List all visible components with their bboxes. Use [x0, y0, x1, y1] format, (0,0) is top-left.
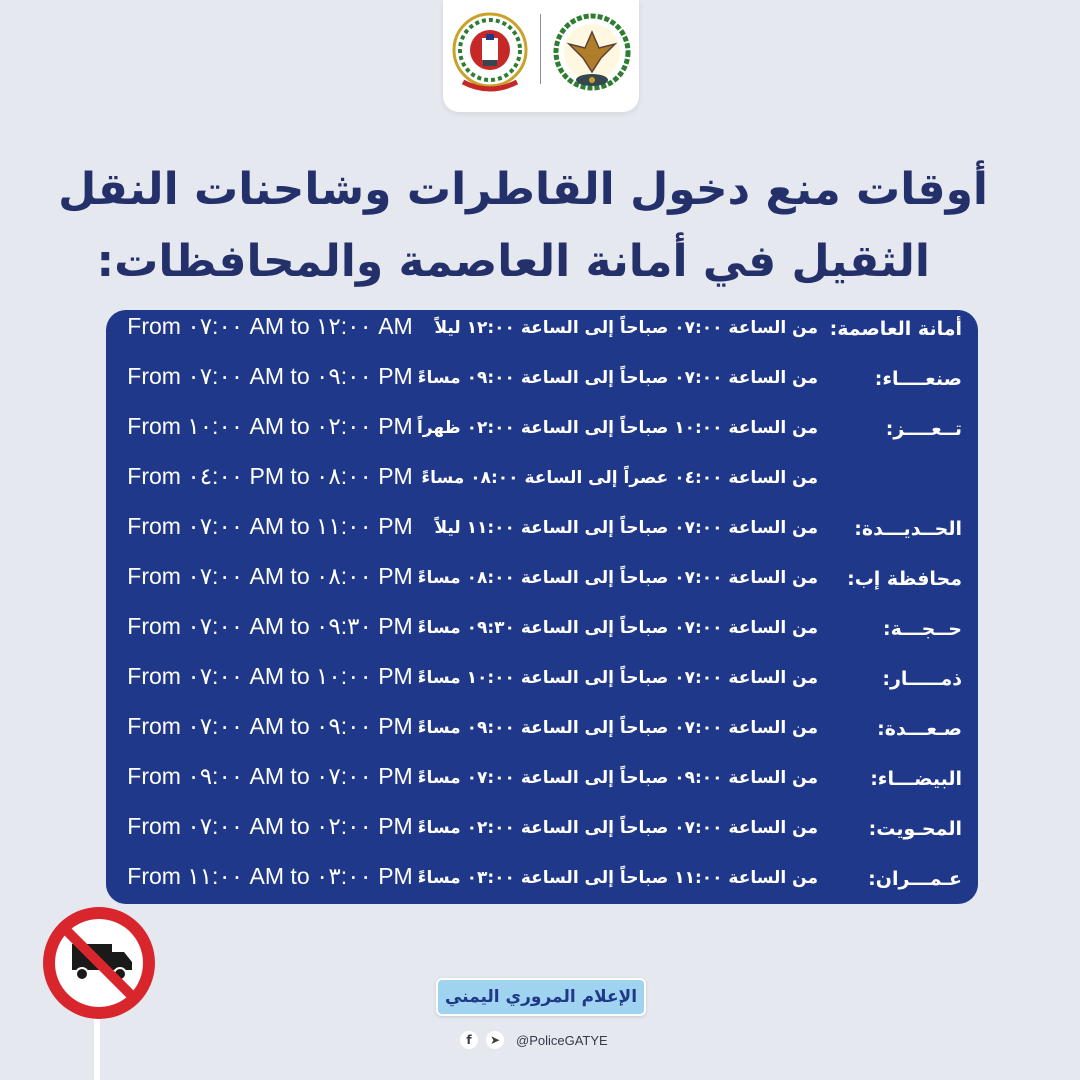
no-trucks-sign-icon	[38, 904, 160, 1080]
schedule-row	[106, 510, 978, 560]
schedule-row	[106, 560, 978, 610]
schedule-row	[106, 710, 978, 760]
english-time-range: From ٠٧:٠٠ AM to ١١:٠٠ PM	[127, 513, 413, 539]
english-time-range: From ٠٧:٠٠ AM to ٠٩:٠٠ PM	[127, 363, 413, 389]
governorate-name: الحــديـــدة:	[854, 518, 962, 540]
schedule-row	[106, 810, 978, 860]
governorate-name: محافظة إب:	[847, 568, 962, 590]
schedule-row	[106, 410, 978, 460]
arabic-time-range: من الساعة ٠٧:٠٠ صباحاً إلى الساعة ٠٩:٠٠ مساءً	[417, 718, 818, 738]
arabic-time-range: من الساعة ٠٧:٠٠ صباحاً إلى الساعة ١١:٠٠ ليلاً	[434, 518, 818, 538]
arabic-time-range: من الساعة ٠٧:٠٠ صباحاً إلى الساعة ٠٩:٣٠ مساءً	[417, 618, 818, 638]
social-row	[460, 1028, 608, 1052]
english-time-range: From ٠٧:٠٠ AM to ٠٩:٣٠ PM	[127, 613, 413, 639]
schedule-panel	[106, 310, 978, 904]
governorate-name: ذمـــــار:	[882, 668, 962, 690]
logo-divider	[540, 14, 541, 84]
english-time-range: From ٠٧:٠٠ AM to ٠٩:٠٠ PM	[127, 713, 413, 739]
traffic-police-emblem-icon	[449, 8, 531, 98]
facebook-icon[interactable]: f	[460, 1031, 478, 1049]
arabic-time-range: من الساعة ٠٧:٠٠ صباحاً إلى الساعة ٠٨:٠٠ مساءً	[417, 568, 818, 588]
schedule-row	[106, 760, 978, 810]
english-time-range: From ١٠:٠٠ AM to ٠٢:٠٠ PM	[127, 413, 413, 439]
schedule-row	[106, 360, 978, 410]
governorate-name: عـمـــران:	[868, 868, 962, 890]
schedule-row	[106, 460, 978, 510]
governorate-name: تــعــــز:	[885, 418, 962, 440]
governorate-name: صـعـــدة:	[877, 718, 962, 740]
governorate-name: المحـويت:	[868, 818, 962, 840]
arabic-time-range: من الساعة ٠٧:٠٠ صباحاً إلى الساعة ١٠:٠٠ مساءً	[417, 668, 818, 688]
arabic-time-range: من الساعة ٠٧:٠٠ صباحاً إلى الساعة ٠٩:٠٠ مساءً	[417, 368, 818, 388]
arabic-time-range: من الساعة ٠٤:٠٠ عصراً إلى الساعة ٠٨:٠٠ مساءً	[421, 468, 818, 488]
arabic-time-range: من الساعة ٠٧:٠٠ صباحاً إلى الساعة ٠٢:٠٠ مساءً	[417, 818, 818, 838]
english-time-range: From ١١:٠٠ AM to ٠٣:٠٠ PM	[127, 863, 413, 889]
english-time-range: From ٠٧:٠٠ AM to ٠٨:٠٠ PM	[127, 563, 413, 589]
page-title-line-2: الثقيل في أمانة العاصمة والمحافظات:	[96, 236, 930, 287]
arabic-time-range: من الساعة ١١:٠٠ صباحاً إلى الساعة ٠٣:٠٠ مساءً	[417, 868, 818, 888]
arabic-time-range: من الساعة ٠٩:٠٠ صباحاً إلى الساعة ٠٧:٠٠ مساءً	[417, 768, 818, 788]
governorate-name: أمانة العاصمة:	[829, 318, 962, 340]
english-time-range: From ٠٧:٠٠ AM to ٠٢:٠٠ PM	[127, 813, 413, 839]
logo-card	[443, 0, 639, 112]
page-title-line-1: أوقات منع دخول القاطرات وشاحنات النقل	[58, 164, 988, 215]
english-time-range: From ٠٤:٠٠ PM to ٠٨:٠٠ PM	[127, 463, 413, 489]
english-time-range: From ٠٩:٠٠ AM to ٠٧:٠٠ PM	[127, 763, 413, 789]
arabic-time-range: من الساعة ١٠:٠٠ صباحاً إلى الساعة ٠٢:٠٠ ظهراً	[417, 418, 818, 438]
schedule-row	[106, 860, 978, 910]
governorate-name: صنعــــاء:	[874, 368, 962, 390]
english-time-range: From ٠٧:٠٠ AM to ١٢:٠٠ AM	[127, 313, 413, 339]
brand-badge: الإعلام المروري اليمني	[436, 978, 646, 1016]
governorate-name: حــجـــة:	[883, 618, 962, 640]
governorate-name: البيضـــاء:	[870, 768, 962, 790]
schedule-row	[106, 660, 978, 710]
telegram-icon[interactable]: ➤	[486, 1031, 504, 1049]
arabic-time-range: من الساعة ٠٧:٠٠ صباحاً إلى الساعة ١٢:٠٠ ليلاً	[434, 318, 818, 338]
schedule-row	[106, 610, 978, 660]
eagle-emblem-icon	[551, 8, 633, 98]
social-handle[interactable]: @PoliceGATYE	[516, 1032, 608, 1048]
english-time-range: From ٠٧:٠٠ AM to ١٠:٠٠ PM	[127, 663, 413, 689]
schedule-row	[106, 310, 978, 360]
